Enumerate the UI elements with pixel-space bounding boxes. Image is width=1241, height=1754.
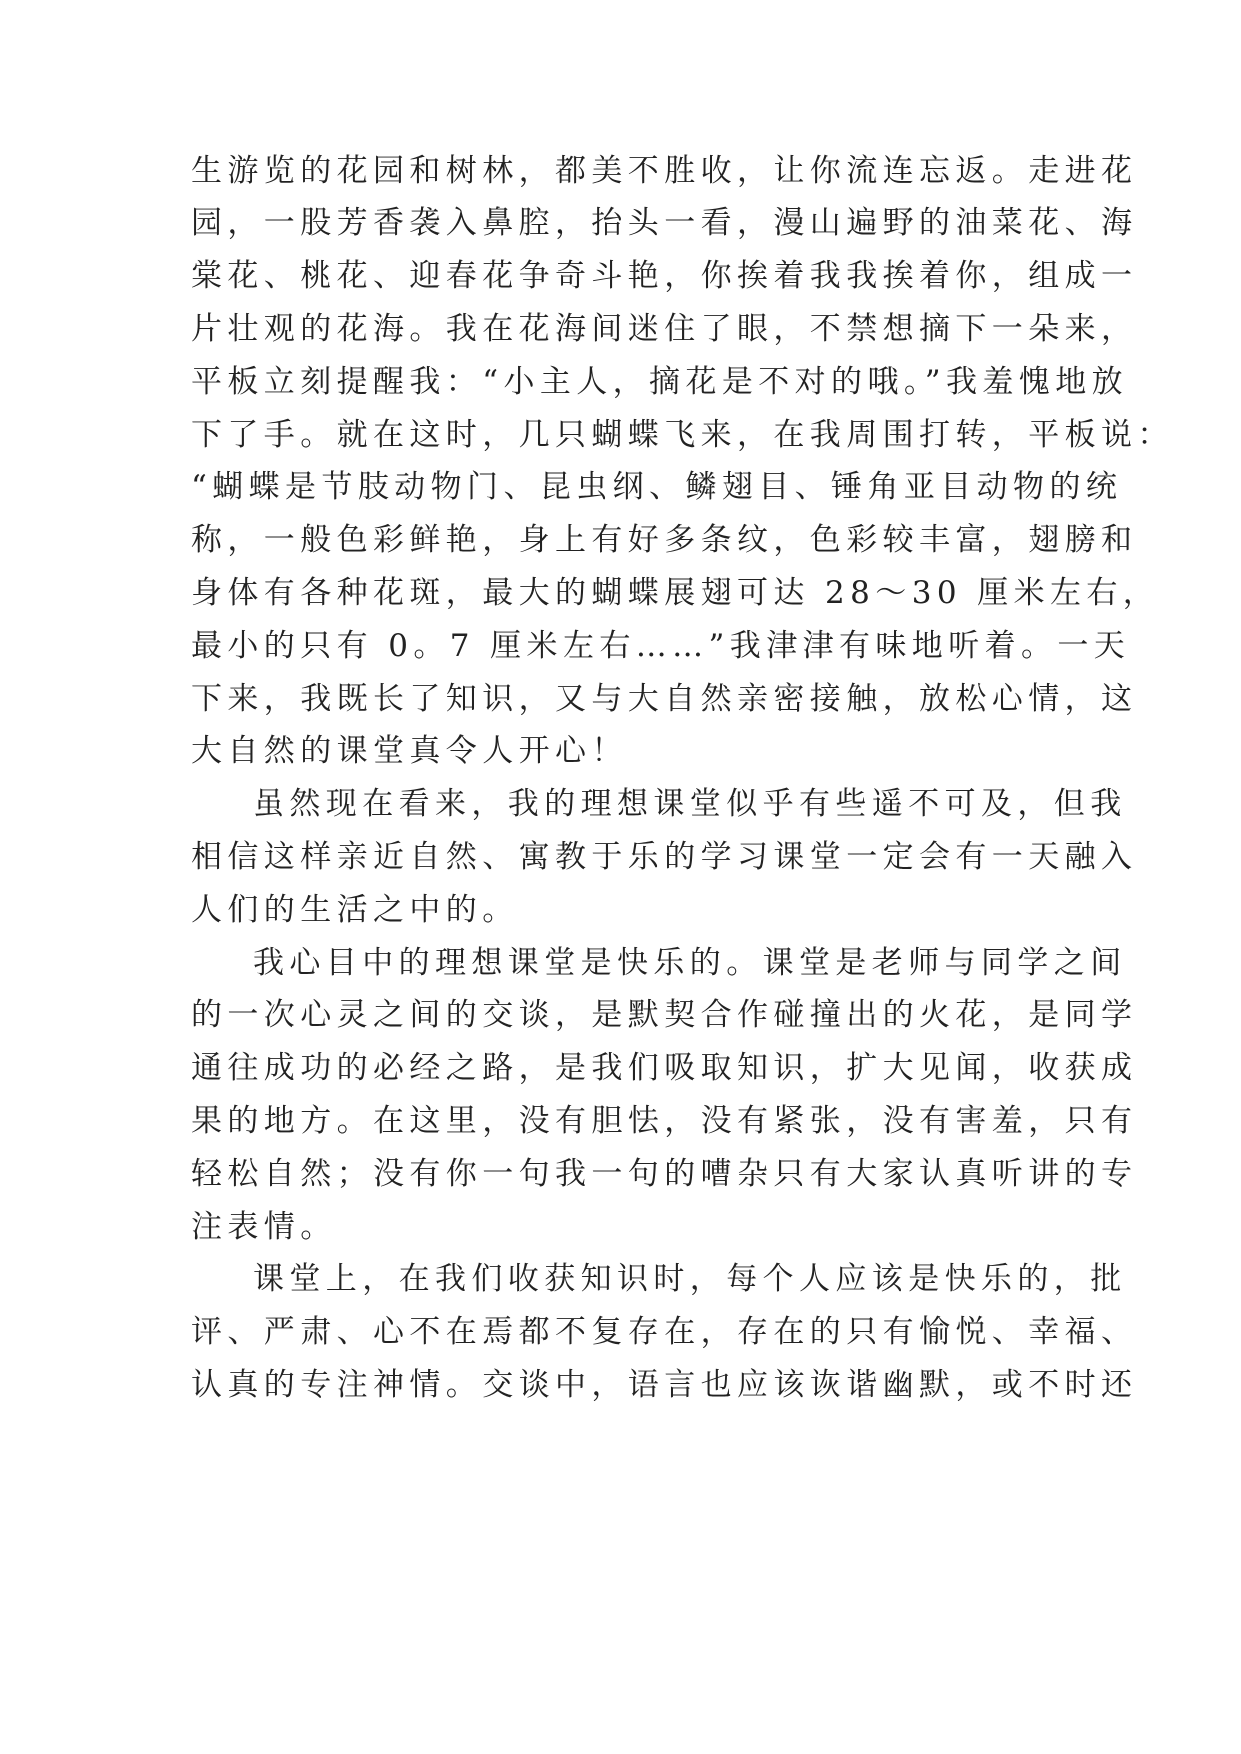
text-line: 通往成功的必经之路，是我们吸取知识，扩大见闻，收获成	[191, 1050, 1138, 1086]
text-line: 评、严肃、心不在焉都不复存在，存在的只有愉悦、幸福、	[191, 1314, 1138, 1350]
text-line: 轻松自然；没有你一句我一句的嘈杂只有大家认真听讲的专	[191, 1156, 1138, 1192]
text-line: 注表情。	[191, 1209, 337, 1245]
paragraph-first-line: 虽然现在看来，我的理想课堂似乎有些遥不可及，但我	[253, 786, 1127, 822]
text-line: 身体有各种花斑，最大的蝴蝶展翅可达 28～30 厘米左右，	[191, 575, 1160, 611]
text-line: “蝴蝶是节肢动物门、昆虫纲、鳞翅目、锤角亚目动物的统	[191, 469, 1123, 505]
text-line: 果的地方。在这里，没有胆怯，没有紧张，没有害羞，只有	[191, 1103, 1138, 1139]
text-line: 下来，我既长了知识，又与大自然亲密接触，放松心情，这	[191, 681, 1138, 717]
text-line: 的一次心灵之间的交谈，是默契合作碰撞出的火花，是同学	[191, 997, 1138, 1033]
text-line: 相信这样亲近自然、寓教于乐的学习课堂一定会有一天融入	[191, 839, 1138, 875]
text-line: 园，一股芳香袭入鼻腔，抬头一看，漫山遍野的油菜花、海	[191, 205, 1138, 241]
text-line: 称，一般色彩鲜艳，身上有好多条纹，色彩较丰富，翅膀和	[191, 522, 1138, 558]
text-line: 平板立刻提醒我：“小主人，摘花是不对的哦。”我羞愧地放	[191, 364, 1128, 400]
paragraph-first-line: 我心目中的理想课堂是快乐的。课堂是老师与同学之间	[253, 945, 1127, 981]
text-line: 棠花、桃花、迎春花争奇斗艳，你挨着我我挨着你，组成一	[191, 258, 1138, 294]
text-line: 生游览的花园和树林，都美不胜收，让你流连忘返。走进花	[191, 153, 1138, 189]
paragraph-first-line: 课堂上，在我们收获知识时，每个人应该是快乐的，批	[253, 1261, 1127, 1297]
text-line: 下了手。就在这时，几只蝴蝶飞来，在我周围打转，平板说：	[191, 417, 1174, 453]
text-line: 片壮观的花海。我在花海间迷住了眼，不禁想摘下一朵来，	[191, 311, 1138, 347]
text-line: 最小的只有 0。7 厘米左右……”我津津有味地听着。一天	[191, 628, 1131, 664]
text-line: 人们的生活之中的。	[191, 892, 519, 928]
text-line: 认真的专注神情。交谈中，语言也应该诙谐幽默，或不时还	[191, 1367, 1138, 1403]
text-line: 大自然的课堂真令人开心！	[191, 733, 628, 769]
